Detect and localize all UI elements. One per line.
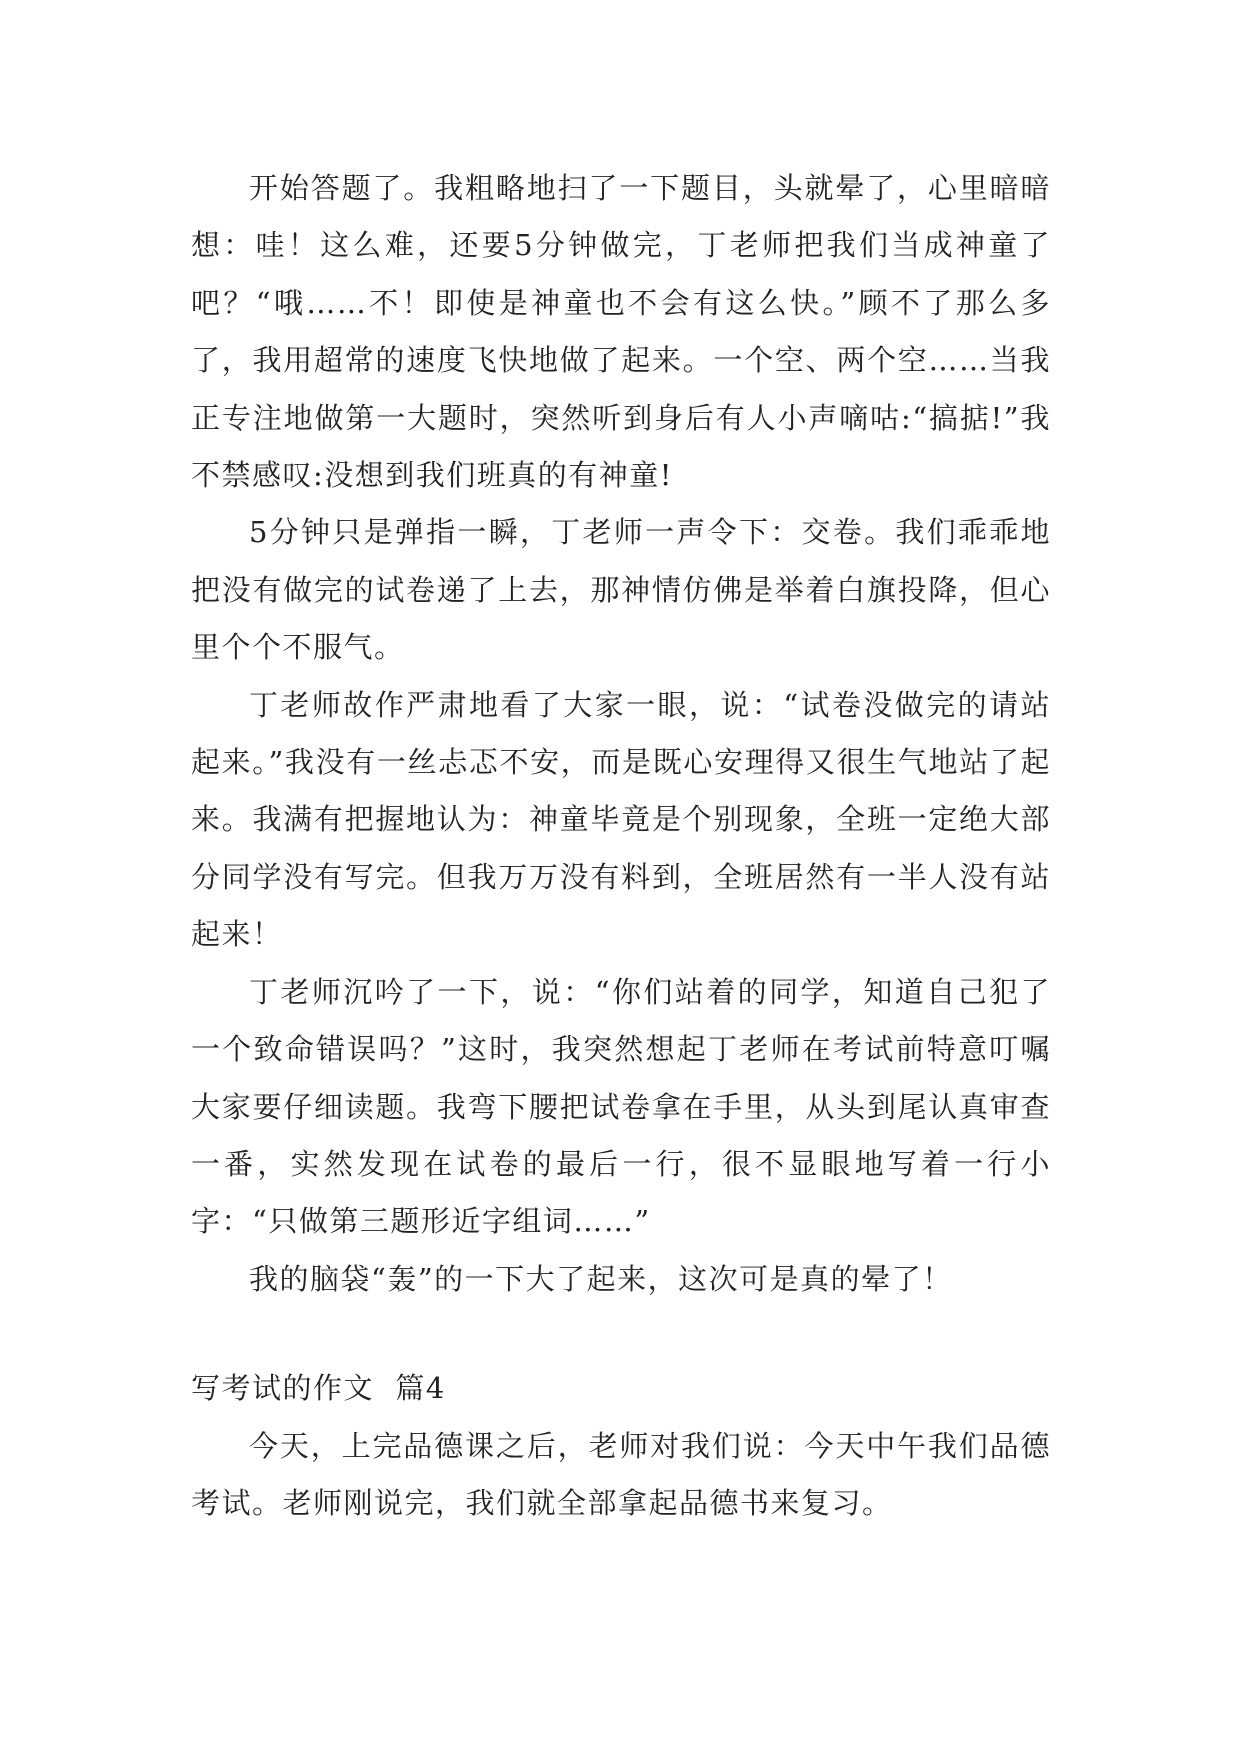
body-paragraph: 今天，上完品德课之后，老师对我们说：今天中午我们品德考试。老师刚说完，我们就全部拿起品德书来复习。: [191, 1428, 1051, 1520]
document-page: [191, 160, 1051, 1532]
body-paragraph: 丁老师故作严肃地看了大家一眼，说：“试卷没做完的请站起来。”我没有一丝忐忑不安，而是既心安理得又很生气地站了起来。我满有把握地认为：神童毕竟是个别现象，全班一定绝大部分同学没有写完。但我万万没有料到，全班居然有一半人没有站起来！: [191, 687, 1051, 952]
section-heading: 写考试的作文 篇4: [191, 1371, 446, 1406]
body-paragraph: 开始答题了。我粗略地扫了一下题目，头就晕了，心里暗暗想：哇！这么难，还要5分钟做完，丁老师把我们当成神童了吧？“哦……不！即使是神童也不会有这么快。”顾不了那么多了，我用超常的速度飞快地做了起来。一个空、两个空……当我正专注地做第一大题时，突然听到身后有人小声嘀咕:“搞掂!”我不禁感叹:没想到我们班真的有神童!: [191, 171, 1051, 493]
body-paragraph: 5分钟只是弹指一瞬，丁老师一声令下：交卷。我们乖乖地把没有做完的试卷递了上去，那神情仿佛是举着白旗投降，但心里个个不服气。: [191, 515, 1051, 665]
body-paragraph: 我的脑袋“轰”的一下大了起来，这次可是真的晕了！: [249, 1261, 953, 1296]
body-paragraph: 丁老师沉吟了一下，说：“你们站着的同学，知道自己犯了一个致命错误吗？”这时，我突然想起丁老师在考试前特意叮嘱大家要仔细读题。我弯下腰把试卷拿在手里，从头到尾认真审查一番，实然发现在试卷的最后一行，很不显眼地写着一行小字：“只做第三题形近字组词……”: [191, 974, 1051, 1239]
